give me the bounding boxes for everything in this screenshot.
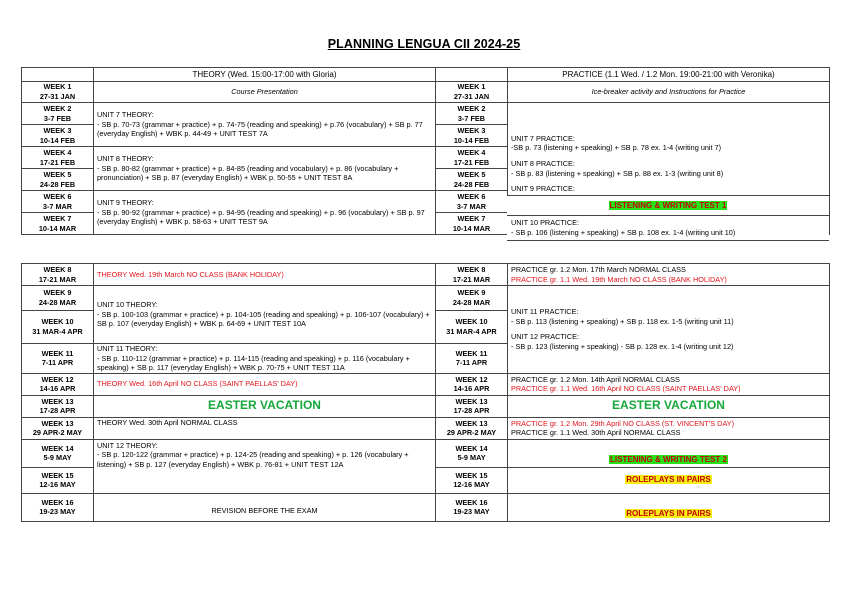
week-cell: WEEK 7 10-14 MAR	[22, 213, 94, 235]
week-cell: WEEK 3 10-14 FEB	[436, 125, 508, 147]
table-row	[22, 373, 830, 395]
week-cell: WEEK 4 17-21 FEB	[436, 147, 508, 169]
theory-cell: THEORY Wed. 30th April NORMAL CLASS	[94, 417, 436, 439]
easter-vacation-label: EASTER VACATION	[612, 397, 725, 412]
practice-cell	[508, 493, 830, 521]
week-cell: WEEK 14 5-9 MAY	[436, 439, 508, 467]
theory-cell: REVISION BEFORE THE EXAM	[94, 493, 436, 521]
practice-cell: PRACTICE gr. 1.2 Mon. 14th April NORMAL CLASS PRACTICE gr. 1.1 Wed. 16th April NO CLASS (SAINT PAELLAS' DAY)	[508, 373, 830, 395]
week-cell: WEEK 11 7-11 APR	[436, 344, 508, 374]
practice-cell: PRACTICE gr. 1.2 Mon. 17th March NORMAL CLASS PRACTICE gr. 1.1 Wed. 19th March NO CLASS (BANK HOLIDAY)	[508, 264, 830, 286]
theory-cell: THEORY Wed. 19th March NO CLASS (BANK HOLIDAY)	[94, 264, 436, 286]
week-cell: WEEK 4 17-21 FEB	[22, 147, 94, 169]
theory-cell: UNIT 12 THEORY: - SB p. 120-122 (grammar + practice) + p. 124-25 (reading and speaking) + p. 126 (vocabulary + listening) + SB p. 127 (everyday English) + WBK p. 76-81 + UNIT TEST 12A	[94, 439, 436, 493]
corner-cell-right	[436, 68, 508, 82]
week-cell: WEEK 8 17-21 MAR	[22, 264, 94, 286]
week-cell: WEEK 14 5-9 MAY	[22, 439, 94, 467]
week-cell: WEEK 9 24-28 MAR	[22, 286, 94, 311]
practice-cell	[508, 395, 830, 417]
table-row	[22, 395, 830, 417]
theory-cell: UNIT 10 THEORY: - SB p. 100-103 (grammar + practice) + p. 104-105 (reading and speaking) + p. 106-107 (vocabulary) + SB p. 107 (everyday English) + WBK p. 64-69 + UNIT TEST 10A	[94, 286, 436, 344]
planning-table-continued	[21, 263, 830, 522]
week-cell: WEEK 3 10-14 FEB	[22, 125, 94, 147]
theory-cell: UNIT 11 THEORY: - SB p. 110-112 (grammar + practice) + p. 114-115 (reading and speaking) + p. 116 (vocabulary + speaking) + SB p. 117 (everyday English) + WBK p. 70-75 + UNIT TEST 11A	[94, 344, 436, 374]
week-cell: WEEK 9 24-28 MAR	[436, 286, 508, 311]
week-cell: WEEK 13 17-28 APR	[22, 395, 94, 417]
week-cell: WEEK 12 14-16 APR	[22, 373, 94, 395]
week-cell: WEEK 1 27-31 JAN	[436, 82, 508, 103]
table-row	[22, 82, 830, 103]
theory-cell: Course Presentation	[94, 82, 436, 103]
week-cell: WEEK 10 31 MAR-4 APR	[22, 311, 94, 344]
table-row	[22, 493, 830, 521]
week-cell: WEEK 5 24-28 FEB	[436, 169, 508, 191]
week-cell: WEEK 5 24-28 FEB	[22, 169, 94, 191]
week-cell: WEEK 1 27-31 JAN	[22, 82, 94, 103]
table-row	[22, 264, 830, 286]
week-cell: WEEK 2 3-7 FEB	[22, 103, 94, 125]
practice-cell: UNIT 11 PRACTICE: - SB p. 113 (listening + speaking) + SB p. 118 ex. 1-5 (writing unit 11) UNIT 12 PRACTICE: - SB p. 123 (listening + speaking) - SB p. 128 ex. 1-4 (writing unit 12)	[508, 286, 830, 374]
corner-cell-left	[22, 68, 94, 82]
theory-cell	[94, 395, 436, 417]
week-cell: WEEK 13 29 APR-2 MAY	[436, 417, 508, 439]
header-row	[22, 68, 830, 82]
test-label: LISTENING & WRITING TEST 1	[609, 201, 727, 210]
table-row	[22, 417, 830, 439]
practice-header: PRACTICE (1.1 Wed. / 1.2 Mon. 19:00-21:00 with Veronika)	[508, 68, 830, 82]
week-cell: WEEK 16 19-23 MAY	[22, 493, 94, 521]
week-cell: WEEK 6 3-7 MAR	[436, 191, 508, 213]
week-cell: WEEK 10 31 MAR-4 APR	[436, 311, 508, 344]
test-label: LISTENING & WRITING TEST 2	[610, 455, 727, 465]
theory-cell: UNIT 9 THEORY: - SB p. 90-92 (grammar + practice) + p. 94-95 (reading and speaking) + p. 96 (vocabulary) + SB p. 97 (everyday English) + WBK p. 58-63 + UNIT TEST 9A	[94, 191, 436, 235]
theory-cell: UNIT 7 THEORY: - SB p. 70-73 (grammar + practice) + p. 74-75 (reading and speaking) + p.76 (vocabulary) + SB p. 77 (everyday English) + WBK p. 44-49 + UNIT TEST 7A	[94, 103, 436, 147]
week-cell: WEEK 8 17-21 MAR	[436, 264, 508, 286]
roleplay-label: ROLEPLAYS IN PAIRS	[626, 509, 711, 519]
theory-cell: UNIT 8 THEORY: - SB p. 80-82 (grammar + practice) + p. 84-85 (reading and vocabulary) + p. 86 (vocabulary + pronunciation) + SB p. 87 (everyday English) + WBK p. 50-55 + UNIT TEST 8A	[94, 147, 436, 191]
week-cell: WEEK 15 12-16 MAY	[22, 467, 94, 493]
test-1-cell	[507, 195, 829, 216]
easter-vacation-label: EASTER VACATION	[208, 397, 321, 412]
week-cell: WEEK 2 3-7 FEB	[436, 103, 508, 125]
week-cell: WEEK 15 12-16 MAY	[436, 467, 508, 493]
week-cell: WEEK 13 17-28 APR	[436, 395, 508, 417]
table-row	[22, 103, 830, 125]
week-cell: WEEK 16 19-23 MAY	[436, 493, 508, 521]
week-cell: WEEK 11 7-11 APR	[22, 344, 94, 374]
week-cell: WEEK 13 29 APR-2 MAY	[22, 417, 94, 439]
practice-cell: Ice-breaker activity and Instructions for Practice	[508, 82, 830, 103]
table-row	[22, 286, 830, 311]
page-title: PLANNING LENGUA CII 2024-25	[327, 37, 521, 51]
week-cell: WEEK 12 14-16 APR	[436, 373, 508, 395]
practice-cell: UNIT 7 PRACTICE: -SB p. 73 (listening + speaking) + SB p. 78 ex. 1-4 (writing unit 7) UNIT 8 PRACTICE: - SB p. 83 (listening + speaking) + SB p. 88 ex. 1-3 (writing unit 8) UNIT 9 PRACTICE:	[508, 103, 830, 235]
week-cell: WEEK 7 10-14 MAR	[436, 213, 508, 235]
theory-header: THEORY (Wed. 15:00-17:00 with Gloria)	[94, 68, 436, 82]
week-cell: WEEK 6 3-7 MAR	[22, 191, 94, 213]
practice-cell	[508, 439, 830, 467]
table-row	[22, 439, 830, 467]
roleplay-label: ROLEPLAYS IN PAIRS	[626, 475, 711, 485]
practice-cell	[508, 467, 830, 493]
unit-10-practice-cell: UNIT 10 PRACTICE: - SB p. 106 (listening + speaking) + SB p. 108 ex. 1-4 (writing unit 10)	[507, 216, 829, 241]
practice-cell: PRACTICE gr. 1.2 Mon. 29th April NO CLASS (ST. VINCENT'S DAY) PRACTICE gr. 1.1 Wed. 30th April NORMAL CLASS	[508, 417, 830, 439]
theory-cell: THEORY Wed. 16th April NO CLASS (SAINT PAELLAS' DAY)	[94, 373, 436, 395]
